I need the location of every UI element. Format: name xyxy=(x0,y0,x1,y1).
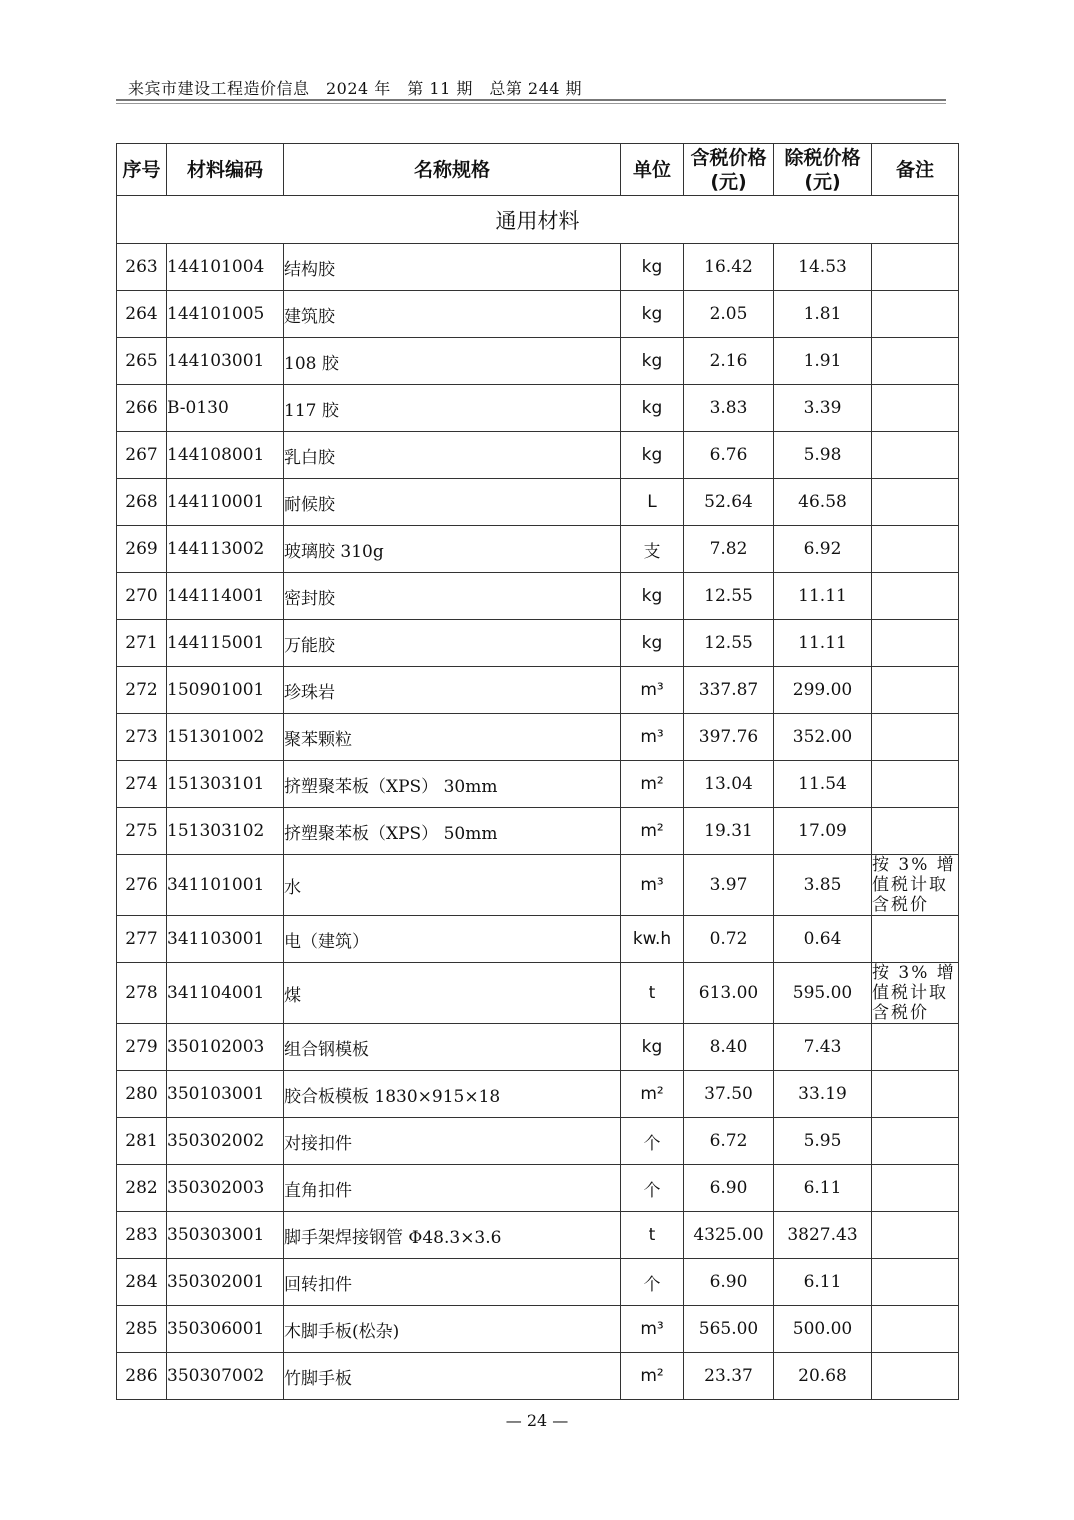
cell-price-tax: 2.05 xyxy=(684,291,774,338)
cell-note xyxy=(872,338,959,385)
cell-price-notax: 11.11 xyxy=(774,573,872,620)
cell-note: 按 3% 增值税计取含税价 xyxy=(872,855,959,916)
cell-no: 276 xyxy=(117,855,167,916)
cell-code: 341101001 xyxy=(167,855,284,916)
cell-price-tax: 6.90 xyxy=(684,1259,774,1306)
cell-unit: 个 xyxy=(621,1118,684,1165)
section-title: 通用材料 xyxy=(117,196,959,244)
cell-name: 108 胶 xyxy=(284,338,621,385)
cell-price-notax: 11.11 xyxy=(774,620,872,667)
table-row xyxy=(117,1165,959,1212)
col-header-code: 材料编码 xyxy=(167,144,284,196)
cell-code: 144103001 xyxy=(167,338,284,385)
table-row xyxy=(117,1024,959,1071)
cell-code: 350102003 xyxy=(167,1024,284,1071)
cell-price-notax: 500.00 xyxy=(774,1306,872,1353)
cell-unit: kg xyxy=(621,620,684,667)
cell-price-tax: 3.83 xyxy=(684,385,774,432)
cell-no: 267 xyxy=(117,432,167,479)
col-header-note: 备注 xyxy=(872,144,959,196)
col-header-price-notax-line1: 除税价格 xyxy=(784,146,861,169)
cell-note xyxy=(872,1165,959,1212)
cell-price-notax: 33.19 xyxy=(774,1071,872,1118)
cell-name: 117 胶 xyxy=(284,385,621,432)
cell-price-notax: 352.00 xyxy=(774,714,872,761)
cell-price-tax: 7.82 xyxy=(684,526,774,573)
cell-name: 电（建筑） xyxy=(284,916,621,963)
cell-unit: t xyxy=(621,1212,684,1259)
cell-code: 350303001 xyxy=(167,1212,284,1259)
table-row xyxy=(117,620,959,667)
cell-unit: kg xyxy=(621,244,684,291)
table-row xyxy=(117,432,959,479)
cell-price-notax: 5.95 xyxy=(774,1118,872,1165)
header-rule xyxy=(116,99,946,101)
cell-no: 263 xyxy=(117,244,167,291)
cell-note xyxy=(872,244,959,291)
cell-unit: kg xyxy=(621,291,684,338)
cell-price-tax: 397.76 xyxy=(684,714,774,761)
cell-price-tax: 3.97 xyxy=(684,855,774,916)
cell-note xyxy=(872,526,959,573)
cell-name: 胶合板模板 1830×915×18 xyxy=(284,1071,621,1118)
cell-name: 珍珠岩 xyxy=(284,667,621,714)
cell-code: 350103001 xyxy=(167,1071,284,1118)
table-row xyxy=(117,761,959,808)
cell-name: 耐候胶 xyxy=(284,479,621,526)
cell-price-notax: 3827.43 xyxy=(774,1212,872,1259)
cell-note xyxy=(872,385,959,432)
cell-price-tax: 6.76 xyxy=(684,432,774,479)
cell-unit: m² xyxy=(621,1071,684,1118)
cell-name: 聚苯颗粒 xyxy=(284,714,621,761)
cell-no: 278 xyxy=(117,963,167,1024)
cell-name: 结构胶 xyxy=(284,244,621,291)
cell-unit: kg xyxy=(621,1024,684,1071)
table-row xyxy=(117,1353,959,1400)
cell-price-notax: 17.09 xyxy=(774,808,872,855)
table-row xyxy=(117,573,959,620)
table-row xyxy=(117,963,959,1024)
cell-name: 水 xyxy=(284,855,621,916)
cell-no: 274 xyxy=(117,761,167,808)
cell-price-notax: 299.00 xyxy=(774,667,872,714)
cell-no: 285 xyxy=(117,1306,167,1353)
cell-price-notax: 46.58 xyxy=(774,479,872,526)
cell-name: 挤塑聚苯板（XPS） 30mm xyxy=(284,761,621,808)
cell-name: 脚手架焊接钢管 Φ48.3×3.6 xyxy=(284,1212,621,1259)
cell-unit: 个 xyxy=(621,1259,684,1306)
cell-name: 回转扣件 xyxy=(284,1259,621,1306)
table-row xyxy=(117,1306,959,1353)
cell-note xyxy=(872,1118,959,1165)
price-table xyxy=(116,143,959,1400)
cell-no: 284 xyxy=(117,1259,167,1306)
cell-price-notax: 595.00 xyxy=(774,963,872,1024)
cell-unit: 个 xyxy=(621,1165,684,1212)
cell-name: 直角扣件 xyxy=(284,1165,621,1212)
col-header-price-notax-line2: (元) xyxy=(804,170,841,193)
header-rule-thin xyxy=(116,103,946,104)
cell-unit: m³ xyxy=(621,667,684,714)
cell-name: 密封胶 xyxy=(284,573,621,620)
cell-code: 144101005 xyxy=(167,291,284,338)
cell-price-tax: 613.00 xyxy=(684,963,774,1024)
cell-name: 竹脚手板 xyxy=(284,1353,621,1400)
cell-name: 建筑胶 xyxy=(284,291,621,338)
cell-price-tax: 8.40 xyxy=(684,1024,774,1071)
table-row xyxy=(117,385,959,432)
cell-note xyxy=(872,808,959,855)
cell-no: 282 xyxy=(117,1165,167,1212)
cell-code: 144113002 xyxy=(167,526,284,573)
cell-note xyxy=(872,1306,959,1353)
col-header-unit: 单位 xyxy=(621,144,684,196)
cell-price-tax: 13.04 xyxy=(684,761,774,808)
cell-name: 组合钢模板 xyxy=(284,1024,621,1071)
cell-price-tax: 23.37 xyxy=(684,1353,774,1400)
cell-unit: m² xyxy=(621,1353,684,1400)
cell-unit: m³ xyxy=(621,714,684,761)
cell-price-tax: 19.31 xyxy=(684,808,774,855)
table-header-row xyxy=(117,144,959,196)
cell-price-notax: 6.92 xyxy=(774,526,872,573)
table-row xyxy=(117,1118,959,1165)
table-row xyxy=(117,338,959,385)
cell-name: 玻璃胶 310g xyxy=(284,526,621,573)
cell-note xyxy=(872,573,959,620)
cell-code: 350302002 xyxy=(167,1118,284,1165)
cell-code: 144101004 xyxy=(167,244,284,291)
cell-price-tax: 6.72 xyxy=(684,1118,774,1165)
cell-no: 270 xyxy=(117,573,167,620)
cell-no: 275 xyxy=(117,808,167,855)
cell-no: 273 xyxy=(117,714,167,761)
cell-code: 150901001 xyxy=(167,667,284,714)
cell-price-tax: 52.64 xyxy=(684,479,774,526)
cell-no: 271 xyxy=(117,620,167,667)
table-row xyxy=(117,291,959,338)
col-header-name: 名称规格 xyxy=(284,144,621,196)
cell-price-notax: 6.11 xyxy=(774,1165,872,1212)
cell-price-notax: 7.43 xyxy=(774,1024,872,1071)
cell-unit: m² xyxy=(621,808,684,855)
cell-price-notax: 1.81 xyxy=(774,291,872,338)
col-header-price-tax-line2: (元) xyxy=(710,170,747,193)
cell-price-tax: 12.55 xyxy=(684,573,774,620)
cell-code: 341104001 xyxy=(167,963,284,1024)
cell-unit: m² xyxy=(621,761,684,808)
cell-note xyxy=(872,1353,959,1400)
table-row xyxy=(117,479,959,526)
table-row xyxy=(117,855,959,916)
cell-unit: kw.h xyxy=(621,916,684,963)
table-row xyxy=(117,244,959,291)
table-row xyxy=(117,1071,959,1118)
cell-unit: m³ xyxy=(621,855,684,916)
cell-price-notax: 5.98 xyxy=(774,432,872,479)
cell-code: 350302001 xyxy=(167,1259,284,1306)
cell-code: 144114001 xyxy=(167,573,284,620)
col-header-price-tax xyxy=(684,144,774,196)
cell-price-notax: 11.54 xyxy=(774,761,872,808)
cell-name: 挤塑聚苯板（XPS） 50mm xyxy=(284,808,621,855)
cell-no: 279 xyxy=(117,1024,167,1071)
cell-price-tax: 337.87 xyxy=(684,667,774,714)
table-row xyxy=(117,714,959,761)
cell-unit: kg xyxy=(621,385,684,432)
cell-code: 341103001 xyxy=(167,916,284,963)
table-row xyxy=(117,808,959,855)
cell-no: 286 xyxy=(117,1353,167,1400)
cell-code: 350306001 xyxy=(167,1306,284,1353)
cell-note xyxy=(872,1071,959,1118)
cell-no: 269 xyxy=(117,526,167,573)
cell-no: 268 xyxy=(117,479,167,526)
cell-note xyxy=(872,916,959,963)
cell-price-tax: 37.50 xyxy=(684,1071,774,1118)
cell-unit: t xyxy=(621,963,684,1024)
cell-unit: kg xyxy=(621,573,684,620)
cell-unit: 支 xyxy=(621,526,684,573)
cell-no: 277 xyxy=(117,916,167,963)
cell-no: 264 xyxy=(117,291,167,338)
cell-price-tax: 6.90 xyxy=(684,1165,774,1212)
cell-name: 煤 xyxy=(284,963,621,1024)
cell-note xyxy=(872,761,959,808)
cell-unit: L xyxy=(621,479,684,526)
cell-price-notax: 0.64 xyxy=(774,916,872,963)
cell-price-notax: 14.53 xyxy=(774,244,872,291)
cell-note xyxy=(872,620,959,667)
cell-price-tax: 565.00 xyxy=(684,1306,774,1353)
cell-code: 151303102 xyxy=(167,808,284,855)
cell-note: 按 3% 增值税计取含税价 xyxy=(872,963,959,1024)
cell-note xyxy=(872,667,959,714)
cell-code: 350307002 xyxy=(167,1353,284,1400)
cell-code: 151301002 xyxy=(167,714,284,761)
table-row xyxy=(117,1259,959,1306)
cell-price-tax: 0.72 xyxy=(684,916,774,963)
cell-unit: kg xyxy=(621,432,684,479)
cell-note xyxy=(872,714,959,761)
table-row xyxy=(117,667,959,714)
cell-price-tax: 12.55 xyxy=(684,620,774,667)
section-row xyxy=(117,196,959,244)
cell-name: 万能胶 xyxy=(284,620,621,667)
cell-name: 木脚手板(松杂) xyxy=(284,1306,621,1353)
table-row xyxy=(117,1212,959,1259)
cell-no: 280 xyxy=(117,1071,167,1118)
cell-code: 144108001 xyxy=(167,432,284,479)
cell-note xyxy=(872,1212,959,1259)
table-row xyxy=(117,526,959,573)
cell-note xyxy=(872,291,959,338)
cell-code: 350302003 xyxy=(167,1165,284,1212)
cell-price-tax: 4325.00 xyxy=(684,1212,774,1259)
col-header-price-notax xyxy=(774,144,872,196)
cell-no: 266 xyxy=(117,385,167,432)
cell-price-tax: 16.42 xyxy=(684,244,774,291)
cell-note xyxy=(872,432,959,479)
cell-no: 281 xyxy=(117,1118,167,1165)
cell-unit: m³ xyxy=(621,1306,684,1353)
cell-note xyxy=(872,479,959,526)
cell-code: 144110001 xyxy=(167,479,284,526)
cell-no: 265 xyxy=(117,338,167,385)
cell-price-notax: 3.85 xyxy=(774,855,872,916)
col-header-no: 序号 xyxy=(117,144,167,196)
cell-price-notax: 20.68 xyxy=(774,1353,872,1400)
cell-code: 151303101 xyxy=(167,761,284,808)
running-header: 来宾市建设工程造价信息 2024 年 第 11 期 总第 244 期 xyxy=(128,79,583,98)
col-header-price-tax-line1: 含税价格 xyxy=(690,146,767,169)
cell-code: B-0130 xyxy=(167,385,284,432)
cell-price-tax: 2.16 xyxy=(684,338,774,385)
cell-note xyxy=(872,1024,959,1071)
cell-name: 乳白胶 xyxy=(284,432,621,479)
cell-unit: kg xyxy=(621,338,684,385)
cell-note xyxy=(872,1259,959,1306)
cell-no: 283 xyxy=(117,1212,167,1259)
cell-name: 对接扣件 xyxy=(284,1118,621,1165)
cell-no: 272 xyxy=(117,667,167,714)
table-row xyxy=(117,916,959,963)
cell-price-notax: 1.91 xyxy=(774,338,872,385)
cell-price-notax: 3.39 xyxy=(774,385,872,432)
cell-price-notax: 6.11 xyxy=(774,1259,872,1306)
page-number: — 24 — xyxy=(505,1411,569,1430)
cell-code: 144115001 xyxy=(167,620,284,667)
